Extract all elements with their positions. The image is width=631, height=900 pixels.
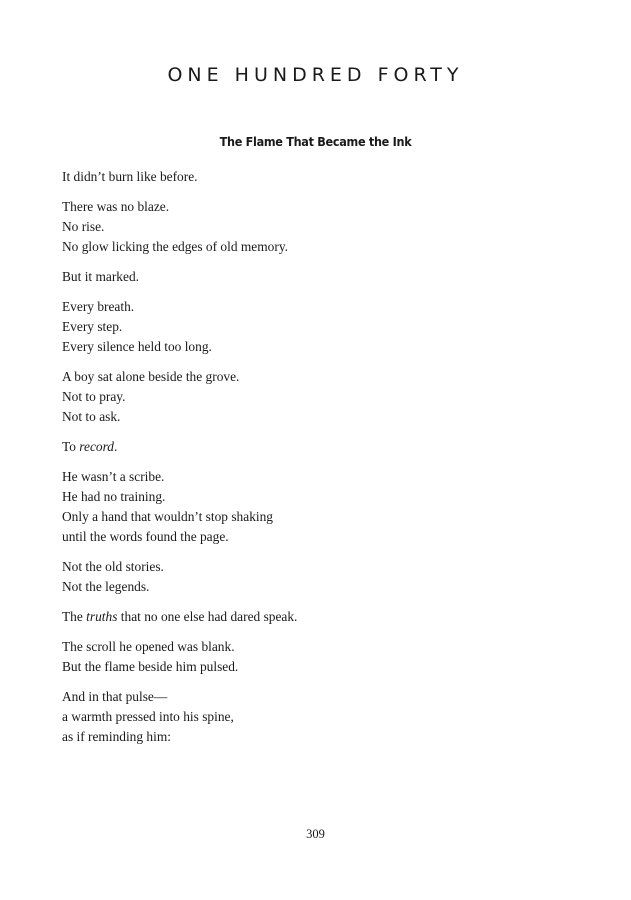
stanza [62, 607, 562, 627]
stanza [62, 557, 562, 597]
poem-line: Every step. [62, 319, 123, 334]
poem-line: He had no training. [62, 489, 166, 504]
poem-line: He wasn’t a scribe. [62, 469, 165, 484]
page-number: 309 [306, 827, 325, 841]
poem-line: until the words found the page. [62, 529, 229, 544]
poem-line: Not to pray. [62, 389, 126, 404]
poem-line: A boy sat alone beside the grove. [62, 369, 240, 384]
poem-line: It didn’t burn like before. [62, 169, 198, 184]
emphasized-word: record [79, 439, 115, 454]
poem-line: Every silence held too long. [62, 339, 212, 354]
emphasized-word: truths [86, 609, 118, 624]
poem-line: And in that pulse— [62, 689, 168, 704]
poem-line: But it marked. [62, 269, 139, 284]
poem-line [62, 607, 562, 627]
stanza [62, 437, 562, 457]
poem-line: Not the old stories. [62, 559, 164, 574]
poem-title: The Flame That Became the Ink [219, 134, 412, 149]
poem-body [62, 167, 562, 757]
poem-line: No glow licking the edges of old memory. [62, 239, 288, 254]
poem-line: Not to ask. [62, 409, 121, 424]
poem-line: The scroll he opened was blank. [62, 639, 235, 654]
poem-line: No rise. [62, 219, 105, 234]
chapter-heading: ONE HUNDRED FORTY [167, 64, 464, 86]
poem-line-text: To [62, 439, 80, 454]
stanza [62, 637, 562, 677]
poem-line: Not the legends. [62, 579, 150, 594]
stanza [62, 167, 562, 187]
poem-line-text: The [62, 609, 87, 624]
poem-line: There was no blaze. [62, 199, 170, 214]
poem-line: Only a hand that wouldn’t stop shaking [62, 509, 274, 524]
poem-line: But the flame beside him pulsed. [62, 659, 239, 674]
poem-line: a warmth pressed into his spine, [62, 709, 234, 724]
poem-line [62, 437, 562, 457]
poem-line-text: that no one else had dared speak. [117, 609, 298, 624]
poem-line-text: . [114, 439, 118, 454]
stanza [62, 467, 562, 547]
poem-line: as if reminding him: [62, 729, 171, 744]
stanza [62, 267, 562, 287]
stanza [62, 687, 562, 747]
stanza [62, 367, 562, 427]
stanza [62, 197, 562, 257]
poem-line: Every breath. [62, 299, 135, 314]
stanza [62, 297, 562, 357]
